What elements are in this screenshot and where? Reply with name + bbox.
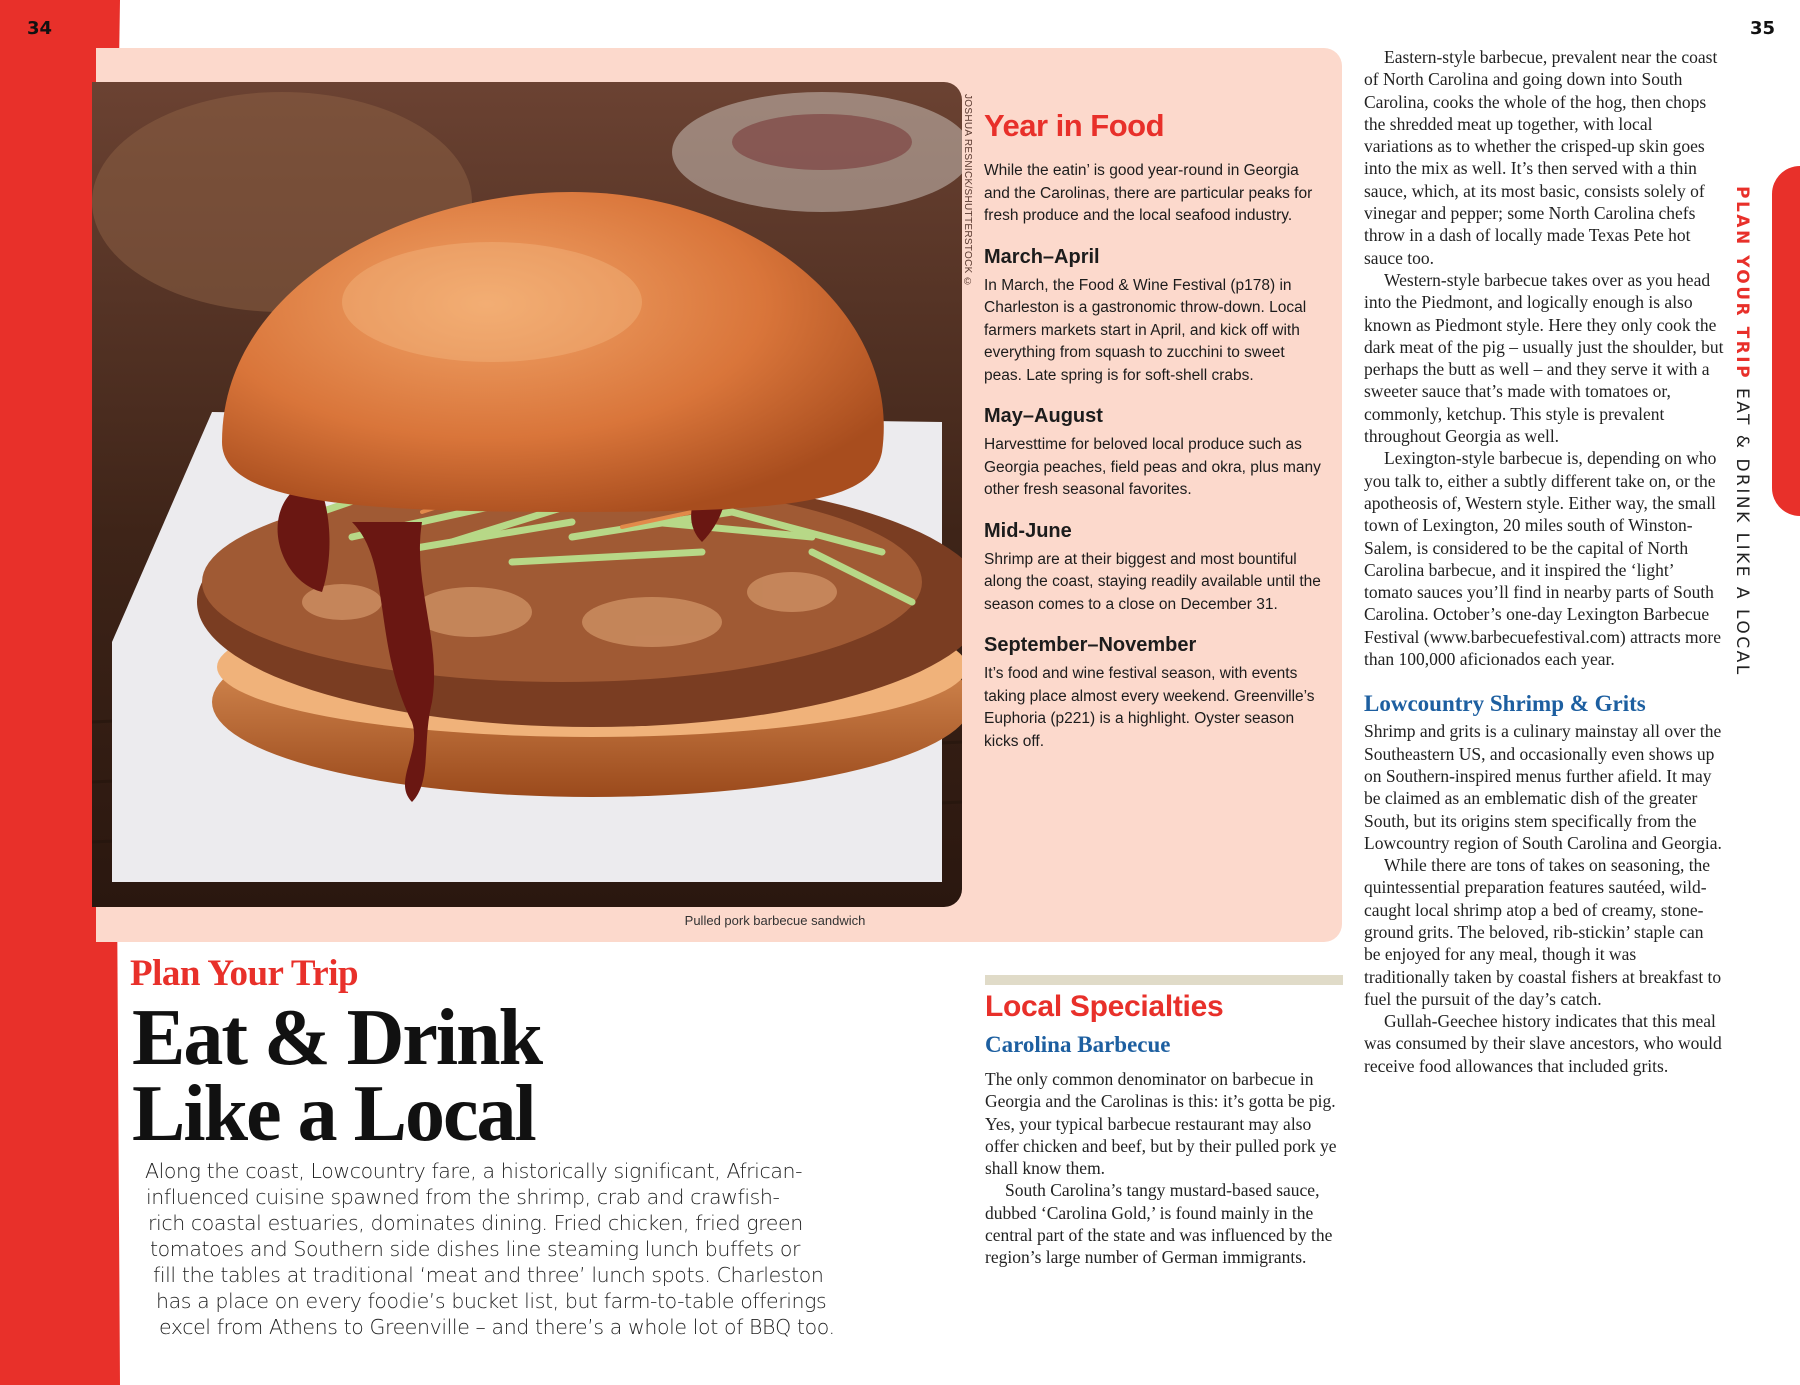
season-text: Shrimp are at their biggest and most bountiful along the coast, staying readily available until the season comes to a close on December 31. <box>984 550 1321 613</box>
intro-line: influenced cuisine spawned from the shrimp, crab and crawfish- <box>146 1185 780 1209</box>
body-paragraph: Shrimp and grits is a culinary mainstay all over the Southeastern US, and occasionally even shows up on Southern-inspired menus further afield. It may be claimed as an emblematic dish of the greater South, but its origins stem specifically from the Lowcountry region of South Carolina and Georgia. <box>1364 721 1722 853</box>
chapter-tab <box>1772 166 1800 516</box>
running-header-section: PLAN YOUR TRIP <box>1732 186 1752 381</box>
year-in-food-intro: While the eatin’ is good year-round in Georgia and the Carolinas, there are particular peaks for fresh produce and the local seafood industry. <box>984 162 1313 224</box>
page-title-line2: Like a Local <box>132 1070 535 1158</box>
season-text: In March, the Food & Wine Festival (p178) in Charleston is a gastronomic throw-down. Local farmers markets start in April, and kick off with everything from squash to zucchini to sweet peas. Late spring is for soft-shell crabs. <box>984 276 1307 384</box>
local-specialties-title: Local Specialties <box>985 990 1224 1023</box>
intro-line: has a place on every foodie’s bucket list, but farm-to-table offerings <box>156 1289 827 1313</box>
body-paragraph: Gullah-Geechee history indicates that this meal was consumed by their slave ancestors, who would receive food allowances that included grits. <box>1364 1011 1722 1076</box>
season-text: Harvesttime for beloved local produce such as Georgia peaches, field peas and okra, plus many other fresh seasonal favorites. <box>984 436 1321 498</box>
bbq-sandwich-photo <box>92 82 962 907</box>
intro-line: fill the tables at traditional ‘meat and three’ lunch spots. Charleston <box>153 1263 824 1287</box>
section-label: Plan Your Trip <box>130 953 359 994</box>
body-paragraph: Western-style barbecue takes over as you head into the Piedmont, and logically enough is also known as Piedmont style. Here they only cook the dark meat of the pig – usually just the shoulder, but perhaps the butt as well – and they serve it with a sweeter sauce that’s made with tomatoes or, commonly, ketchup. This style is prevalent throughout Georgia as well. <box>1364 269 1724 447</box>
intro-line: Along the coast, Lowcountry fare, a historically significant, African- <box>145 1159 803 1183</box>
body-paragraph: While there are tons of takes on seasoning, the quintessential preparation features sautéed, wild-caught local shrimp atop a bed of creamy, stone-ground grits. The beloved, rib-stickin’ staple can be enjoyed for any meal, though it was traditionally taken by coastal fishers at breakfast to fuel the pursuit of the day’s catch. <box>1364 855 1722 1009</box>
carolina-barbecue-title: Carolina Barbecue <box>985 1032 1171 1057</box>
section-rule <box>985 975 1343 985</box>
season-heading: May–August <box>984 405 1103 427</box>
year-in-food <box>984 108 1324 753</box>
intro-line: tomatoes and Southern side dishes line steaming lunch buffets or <box>150 1237 801 1261</box>
season-heading: March–April <box>984 245 1100 268</box>
season-heading: Mid-June <box>984 519 1072 542</box>
body-paragraph: The only common denominator on barbecue in Georgia and the Carolinas is this: it’s gotta be pig. Yes, your typical barbecue restaurant may also offer chicken and beef, but by their pulled pork ye shall know them. <box>985 1069 1337 1179</box>
year-in-food-title: Year in Food <box>984 108 1165 143</box>
carolina-barbecue-text <box>985 1068 1343 1269</box>
body-paragraph: Eastern-style barbecue, prevalent near the coast of North Carolina and going down into South Carolina, cooks the whole of the hog, then chops the shredded meat up together, with local variations as to whether the crisped-up skin goes into the mix as well. It’s then served with a thin sauce, which, at its most basic, consists solely of vinegar and pepper; some North Carolina chefs throw in a dash of locally made Texas Pete hot sauce too. <box>1364 47 1718 268</box>
season-text: It’s food and wine festival season, with events taking place almost every weekend. Greenville’s Euphoria (p221) is a highlight. Oyster season kicks off. <box>984 665 1315 750</box>
page-number-left: 34 <box>27 18 53 39</box>
shrimp-grits-title: Lowcountry Shrimp & Grits <box>1364 691 1646 717</box>
photo-caption: Pulled pork barbecue sandwich <box>684 913 866 928</box>
photo-credit: JOSHUA RESNICK/SHUTTERSTOCK © <box>962 94 973 288</box>
intro-line: excel from Athens to Greenville – and there’s a whole lot of BBQ too. <box>159 1315 835 1339</box>
body-paragraph: Lexington-style barbecue is, depending on who you talk to, either a subtly different take on, or the apotheosis of, Western style. Either way, the small town of Lexington, 20 miles south of Winston-Salem, is considered to be the capital of North Carolina barbecue, and it inspired the ‘light’ tomato sauces you’ll find in nearby parts of South Carolina. October’s one-day Lexington Barbecue Festival (www.barbecuefestival.com) attracts more than 100,000 aficionados each year. <box>1364 448 1721 670</box>
right-column-text <box>1364 46 1724 1077</box>
body-paragraph: South Carolina’s tangy mustard-based sauce, dubbed ‘Carolina Gold,’ is found mainly in the central part of the state and was influenced by the region’s large number of German immigrants. <box>985 1180 1333 1268</box>
page-title <box>132 994 542 1158</box>
page-number-right: 35 <box>1750 18 1776 39</box>
intro-paragraph <box>145 1158 845 1340</box>
page-title-line1: Eat & Drink <box>132 994 542 1082</box>
intro-line: rich coastal estuaries, dominates dining. Fried chicken, fried green <box>148 1211 803 1235</box>
running-header-chapter: EAT & DRINK LIKE A LOCAL <box>1732 387 1752 677</box>
running-header <box>1732 186 1752 677</box>
season-heading: September–November <box>984 634 1197 656</box>
